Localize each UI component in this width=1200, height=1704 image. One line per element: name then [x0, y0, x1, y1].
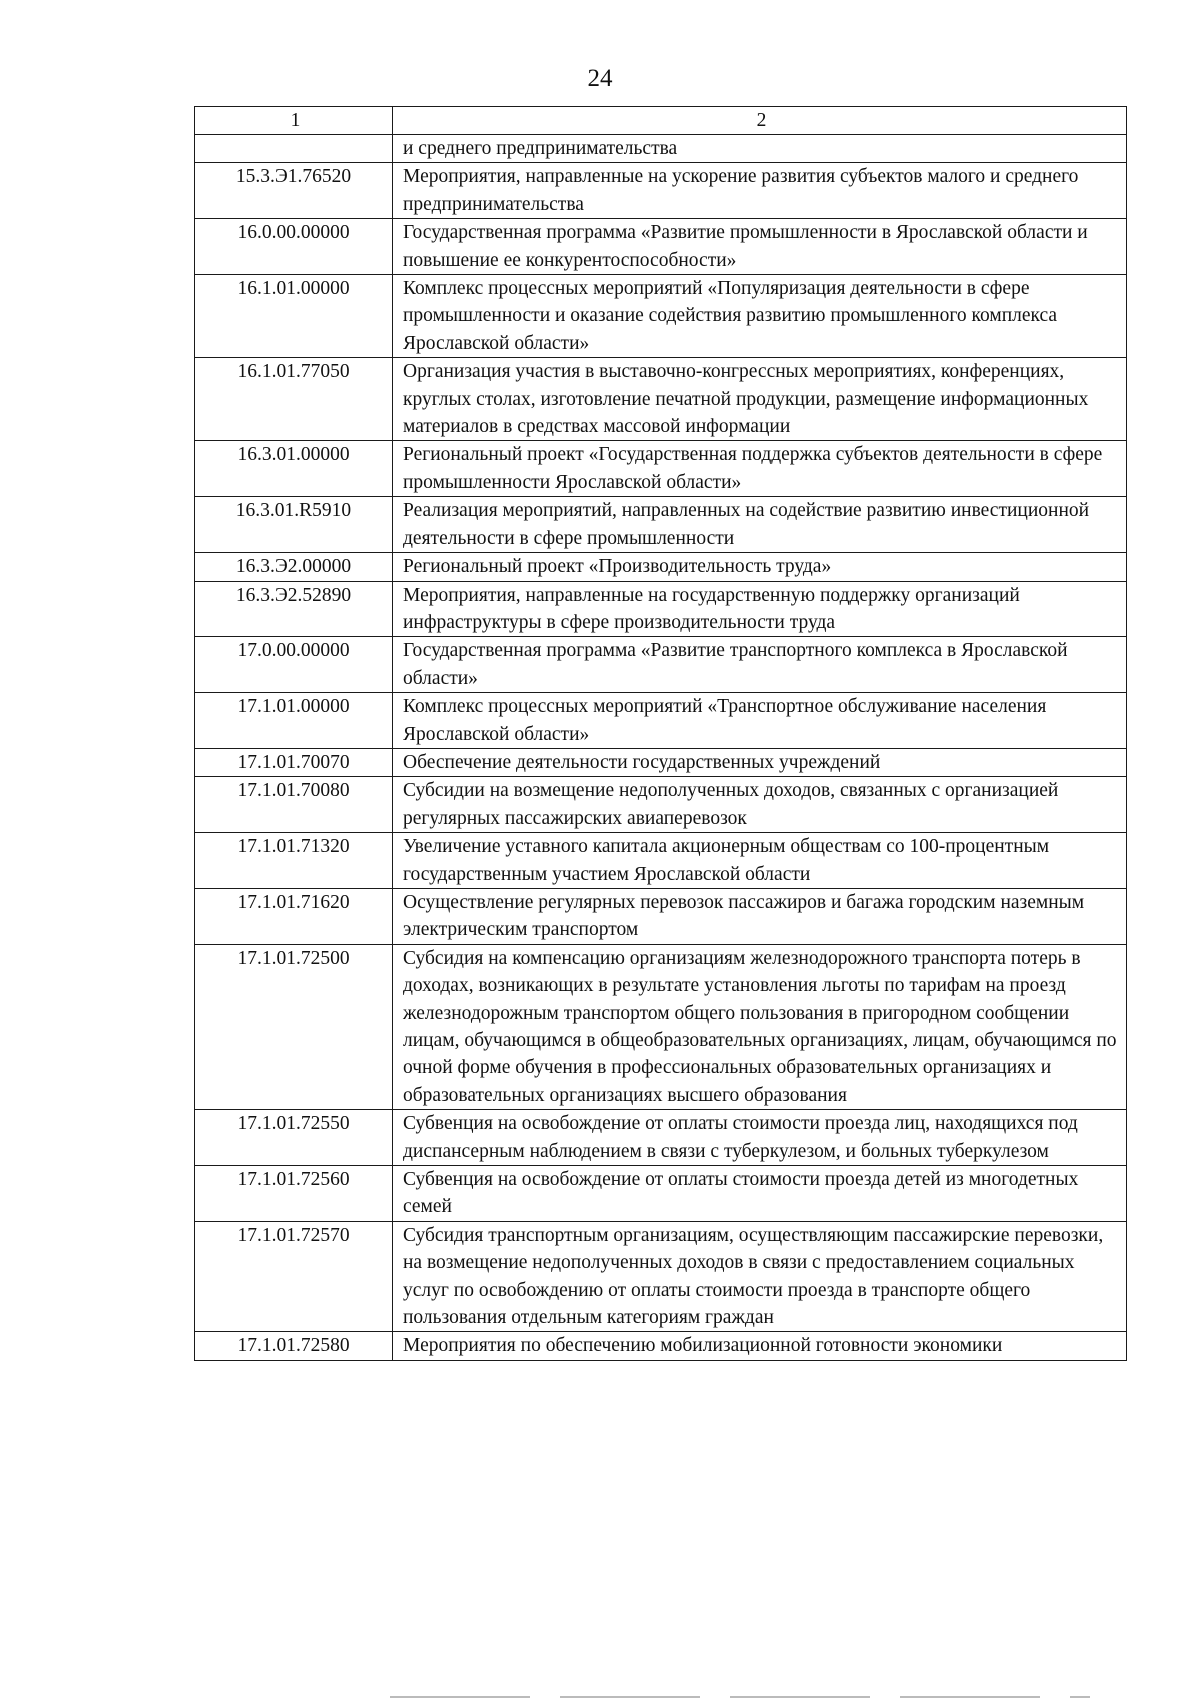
row-description: Государственная программа «Развитие транспортного комплекса в Ярославской области» [393, 637, 1127, 693]
row-code: 16.1.01.77050 [195, 358, 393, 441]
column-header-code: 1 [195, 107, 393, 135]
row-code: 16.0.00.00000 [195, 219, 393, 275]
row-code: 17.1.01.70080 [195, 777, 393, 833]
table-row [195, 358, 1127, 441]
row-code: 17.1.01.72580 [195, 1332, 393, 1360]
row-description: Субсидия на компенсацию организациям железнодорожного транспорта потерь в доходах, возникающих в результате установления льготы по тарифам на проезд железнодорожным транспортом общего пользования в пригородном сообщении лицам, обучающимся в общеобразовательных организациях, лицам, обучающимся по очной форме обучения в профессиональных образовательных организациях и образовательных организациях высшего образования [393, 944, 1127, 1109]
row-code: 17.1.01.71320 [195, 833, 393, 889]
row-description: Комплекс процессных мероприятий «Транспортное обслуживание населения Ярославской области» [393, 693, 1127, 749]
row-code: 16.3.01.00000 [195, 441, 393, 497]
table-header-row [195, 107, 1127, 135]
row-description: Комплекс процессных мероприятий «Популяризация деятельности в сфере промышленности и оказание содействия развитию промышленного комплекса Ярославской области» [393, 275, 1127, 358]
row-description: Субсидия транспортным организациям, осуществляющим пассажирские перевозки, на возмещение недополученных доходов в связи с предоставлением социальных услуг по освобождению от оплаты стоимости проезда в транспорте общего пользования отдельным категориям граждан [393, 1221, 1127, 1332]
row-code: 16.3.01.R5910 [195, 497, 393, 553]
scan-footer-marks [390, 1696, 1090, 1698]
table-row [195, 748, 1127, 776]
row-code [195, 135, 393, 163]
table-row [195, 135, 1127, 163]
row-description: Субвенция на освобождение от оплаты стоимости проезда детей из многодетных семей [393, 1166, 1127, 1222]
table-row [195, 1332, 1127, 1360]
row-description: Субвенция на освобождение от оплаты стоимости проезда лиц, находящихся под диспансерным наблюдением в связи с туберкулезом, и больных туберкулезом [393, 1110, 1127, 1166]
table-row [195, 441, 1127, 497]
row-code: 17.1.01.72570 [195, 1221, 393, 1332]
row-code: 17.1.01.00000 [195, 693, 393, 749]
table-row [195, 888, 1127, 944]
row-description: Обеспечение деятельности государственных учреждений [393, 748, 1127, 776]
table-row [195, 219, 1127, 275]
table-row [195, 944, 1127, 1109]
row-description: Реализация мероприятий, направленных на содействие развитию инвестиционной деятельности в сфере промышленности [393, 497, 1127, 553]
table-row [195, 581, 1127, 637]
page-number: 24 [587, 65, 613, 92]
row-description: Региональный проект «Производительность труда» [393, 553, 1127, 581]
table-row [195, 833, 1127, 889]
table-row [195, 553, 1127, 581]
row-code: 16.1.01.00000 [195, 275, 393, 358]
table-row [195, 1166, 1127, 1222]
row-description: Субсидии на возмещение недополученных доходов, связанных с организацией регулярных пассажирских авиаперевозок [393, 777, 1127, 833]
budget-codes-table [194, 106, 1127, 1361]
table-row [195, 275, 1127, 358]
table-body [195, 135, 1127, 1361]
table-row [195, 1221, 1127, 1332]
row-description: Региональный проект «Государственная поддержка субъектов деятельности в сфере промышленности Ярославской области» [393, 441, 1127, 497]
table-row [195, 693, 1127, 749]
row-description: Организация участия в выставочно-конгрессных мероприятиях, конференциях, круглых столах, изготовление печатной продукции, размещение информационных материалов в средствах массовой информации [393, 358, 1127, 441]
row-code: 17.1.01.70070 [195, 748, 393, 776]
table-row [195, 497, 1127, 553]
row-code: 17.1.01.71620 [195, 888, 393, 944]
row-description: Осуществление регулярных перевозок пассажиров и багажа городским наземным электрическим транспортом [393, 888, 1127, 944]
row-description: Мероприятия по обеспечению мобилизационной готовности экономики [393, 1332, 1127, 1360]
row-code: 16.3.Э2.00000 [195, 553, 393, 581]
row-code: 17.1.01.72550 [195, 1110, 393, 1166]
row-description: Государственная программа «Развитие промышленности в Ярославской области и повышение ее конкурентоспособности» [393, 219, 1127, 275]
row-code: 16.3.Э2.52890 [195, 581, 393, 637]
table-row [195, 777, 1127, 833]
table-row [195, 163, 1127, 219]
row-code: 17.1.01.72500 [195, 944, 393, 1109]
row-code: 15.3.Э1.76520 [195, 163, 393, 219]
table-row [195, 1110, 1127, 1166]
row-code: 17.0.00.00000 [195, 637, 393, 693]
table-row [195, 637, 1127, 693]
row-description: Увеличение уставного капитала акционерным обществам со 100-процентным государственным участием Ярославской области [393, 833, 1127, 889]
row-description: Мероприятия, направленные на ускорение развития субъектов малого и среднего предпринимательства [393, 163, 1127, 219]
column-header-name: 2 [393, 107, 1127, 135]
row-code: 17.1.01.72560 [195, 1166, 393, 1222]
row-description: и среднего предпринимательства [393, 135, 1127, 163]
row-description: Мероприятия, направленные на государственную поддержку организаций инфраструктуры в сфере производительности труда [393, 581, 1127, 637]
